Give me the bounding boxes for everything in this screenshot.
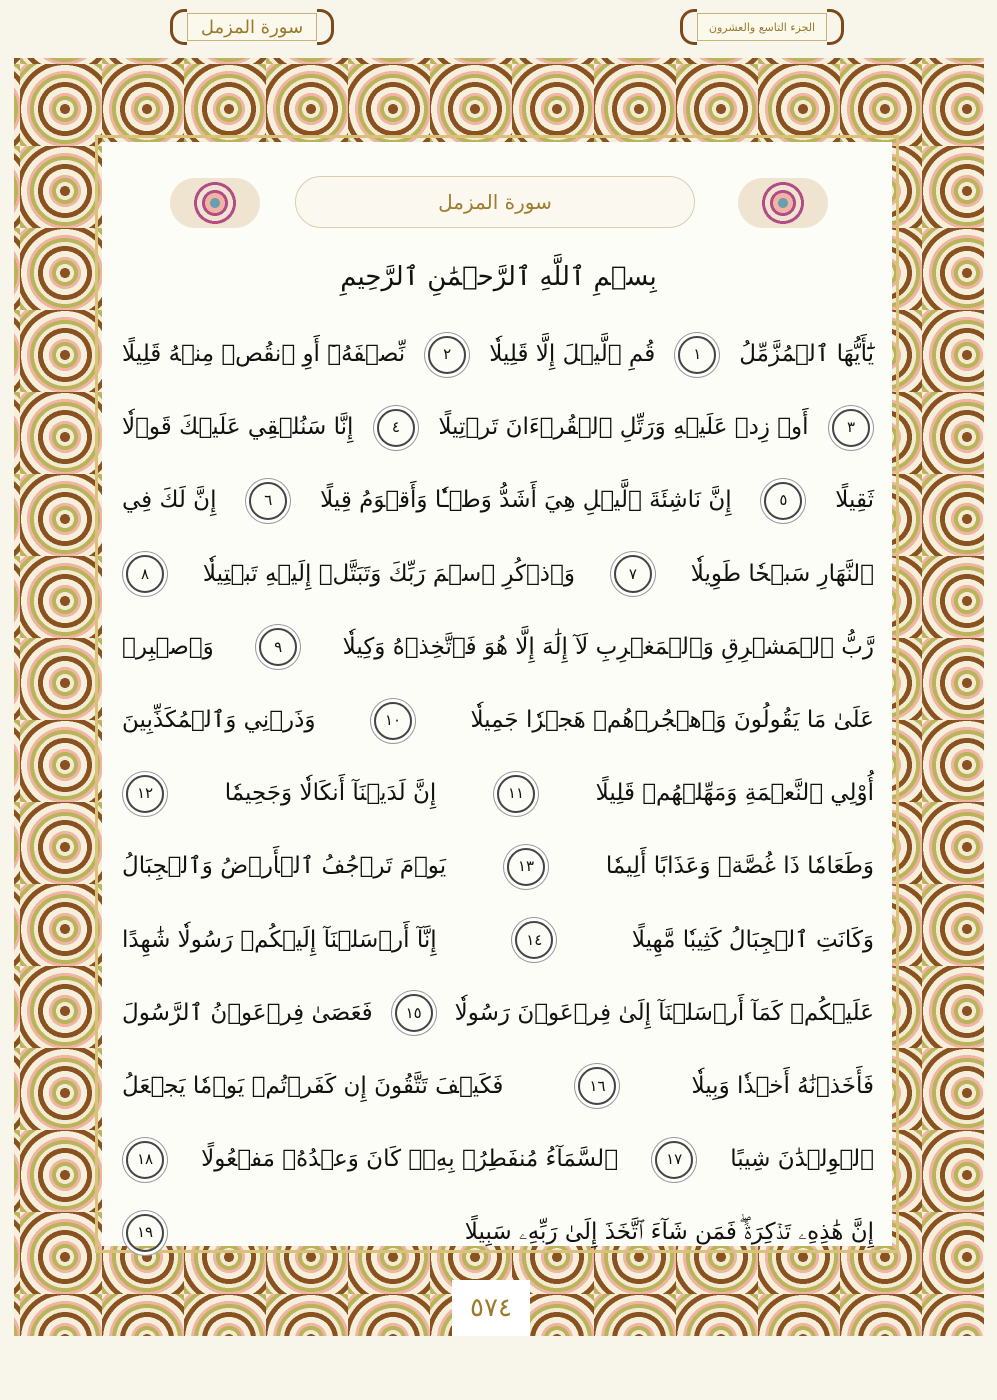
basmala: بِسۡمِ ٱللَّهِ ٱلرَّحۡمَٰنِ ٱلرَّحِيمِ bbox=[340, 262, 657, 292]
ayah-number-marker: ٨ bbox=[126, 555, 164, 593]
verse-text: وَطَعَامٗا ذَا غُصَّةٖ وَعَذَابًا أَلِيمٗا bbox=[605, 853, 874, 880]
verse-text: عَلَيۡكُمۡ كَمَآ أَرۡسَلۡنَآ إِلَىٰ فِرۡعَوۡنَ رَسُولٗا bbox=[454, 999, 874, 1026]
ornament-icon bbox=[170, 178, 260, 228]
text-line bbox=[122, 977, 874, 1050]
verse-text: إِنَّ نَاشِئَةَ ٱلَّيۡلِ هِيَ أَشَدُّ وَطۡـٔٗا وَأَقۡوَمُ قِيلًا bbox=[320, 487, 732, 514]
text-line bbox=[122, 830, 874, 903]
ayah-number-marker: ١٤ bbox=[515, 921, 553, 959]
ayah-number-marker: ٤ bbox=[377, 409, 415, 447]
verse-text: أَوۡ زِدۡ عَلَيۡهِ وَرَتِّلِ ٱلۡقُرۡءَانَ تَرۡتِيلًا bbox=[438, 414, 809, 441]
ayah-number-marker: ١٥ bbox=[395, 994, 433, 1032]
text-line bbox=[122, 1196, 874, 1269]
verse-text: ثَقِيلًا bbox=[835, 487, 874, 514]
bracket-ornament bbox=[827, 9, 844, 45]
verse-text: إِنَّ هَٰذِهِۦ تَذۡكِرَةٞۖ فَمَن شَآءَ ٱتَّخَذَ إِلَىٰ رَبِّهِۦ سَبِيلًا bbox=[464, 1219, 874, 1246]
verse-text: ٱلسَّمَآءُ مُنفَطِرُۢ بِهِۦۚ كَانَ وَعۡدُهُۥ مَفۡعُولًا bbox=[201, 1146, 618, 1173]
verse-text: نِّصۡفَهُۥٓ أَوِ ٱنقُصۡ مِنۡهُ قَلِيلًا bbox=[122, 341, 406, 368]
verse-text: يَوۡمَ تَرۡجُفُ ٱلۡأَرۡضُ وَٱلۡجِبَالُ bbox=[122, 853, 447, 880]
ayah-number-marker: ٦ bbox=[249, 482, 287, 520]
verse-lines bbox=[122, 318, 874, 1269]
text-line bbox=[122, 318, 874, 391]
surah-title: سورة المزمل bbox=[295, 176, 695, 228]
verse-text: أُوْلِي ٱلنَّعۡمَةِ وَمَهِّلۡهُمۡ قَلِيلًا bbox=[595, 780, 874, 807]
text-line bbox=[122, 391, 874, 464]
ayah-number-marker: ١٣ bbox=[507, 848, 545, 886]
ayah-number-marker: ١٨ bbox=[126, 1141, 164, 1179]
text-line bbox=[122, 757, 874, 830]
ayah-number-marker: ٥ bbox=[764, 482, 802, 520]
bracket-ornament bbox=[317, 9, 334, 45]
ayah-number-marker: ١٦ bbox=[578, 1067, 616, 1105]
verse-text: عَلَىٰ مَا يَقُولُونَ وَٱهۡجُرۡهُمۡ هَجۡرٗا جَمِيلٗا bbox=[470, 707, 874, 733]
verse-text: وَٱذۡكُرِ ٱسۡمَ رَبِّكَ وَتَبَتَّلۡ إِلَيۡهِ تَبۡتِيلٗا bbox=[202, 560, 575, 587]
verse-text: وَذَرۡنِي وَٱلۡمُكَذِّبِينَ bbox=[122, 707, 316, 733]
text-line bbox=[122, 538, 874, 611]
verse-text: إِنَّ لَكَ فِي bbox=[122, 487, 217, 514]
verse-text: إِنَّا سَنُلۡقِي عَلَيۡكَ قَوۡلٗا bbox=[122, 414, 354, 441]
text-line bbox=[122, 1123, 874, 1196]
header-juz-name bbox=[680, 8, 844, 46]
text-line bbox=[122, 611, 874, 684]
verse-text: إِنَّآ أَرۡسَلۡنَآ إِلَيۡكُمۡ رَسُولٗا شَٰهِدًا bbox=[122, 926, 437, 953]
verse-text: يَٰٓأَيُّهَا ٱلۡمُزَّمِّلُ bbox=[739, 341, 874, 368]
ayah-number-marker: ١ bbox=[678, 336, 716, 374]
bracket-ornament bbox=[680, 9, 697, 45]
ayah-number-marker: ٩ bbox=[259, 628, 297, 666]
ayah-number-marker: ١٠ bbox=[374, 702, 412, 740]
verse-text: فَعَصَىٰ فِرۡعَوۡنُ ٱلرَّسُولَ bbox=[122, 999, 373, 1026]
ayah-number-marker: ١١ bbox=[497, 775, 535, 813]
verse-text: فَأَخَذۡنَٰهُ أَخۡذٗا وَبِيلٗا bbox=[691, 1072, 874, 1099]
verse-text: وَكَانَتِ ٱلۡجِبَالُ كَثِيبٗا مَّهِيلًا bbox=[631, 926, 874, 953]
text-line bbox=[122, 1050, 874, 1123]
ayah-number-marker: ٧ bbox=[614, 555, 652, 593]
ayah-number-marker: ٣ bbox=[832, 409, 870, 447]
ayah-number-marker: ١٢ bbox=[126, 775, 164, 813]
ayah-number-marker: ١٧ bbox=[655, 1141, 693, 1179]
bracket-ornament bbox=[170, 9, 187, 45]
verse-text: ٱلۡوِلۡدَٰنَ شِيبًا bbox=[730, 1146, 874, 1173]
header-juz-label: الجزء التاسع والعشرون bbox=[697, 13, 827, 41]
text-line bbox=[122, 904, 874, 977]
header-surah-name bbox=[170, 8, 334, 46]
text-line bbox=[122, 684, 874, 757]
page-number: ٥٧٤ bbox=[452, 1280, 530, 1336]
verse-text: رَّبُّ ٱلۡمَشۡرِقِ وَٱلۡمَغۡرِبِ لَآ إِلَٰهَ إِلَّا هُوَ فَٱتَّخِذۡهُ وَكِيلٗا bbox=[342, 633, 874, 660]
ayah-number-marker: ٢ bbox=[428, 336, 466, 374]
verse-text: إِنَّ لَدَيۡنَآ أَنكَالٗا وَجَحِيمٗا bbox=[224, 780, 437, 807]
verse-text: وَٱصۡبِرۡ bbox=[122, 633, 214, 660]
verse-text: قُمِ ٱلَّيۡلَ إِلَّا قَلِيلٗا bbox=[489, 341, 656, 368]
ayah-number-marker: ١٩ bbox=[126, 1214, 164, 1252]
header-surah-label: سورة المزمل bbox=[187, 13, 317, 41]
surah-title-banner bbox=[170, 172, 828, 234]
verse-text: ٱلنَّهَارِ سَبۡحٗا طَوِيلٗا bbox=[690, 560, 874, 587]
ornament-icon bbox=[738, 178, 828, 228]
verse-text: فَكَيۡفَ تَتَّقُونَ إِن كَفَرۡتُمۡ يَوۡمٗا يَجۡعَلُ bbox=[122, 1072, 504, 1099]
text-line bbox=[122, 464, 874, 537]
